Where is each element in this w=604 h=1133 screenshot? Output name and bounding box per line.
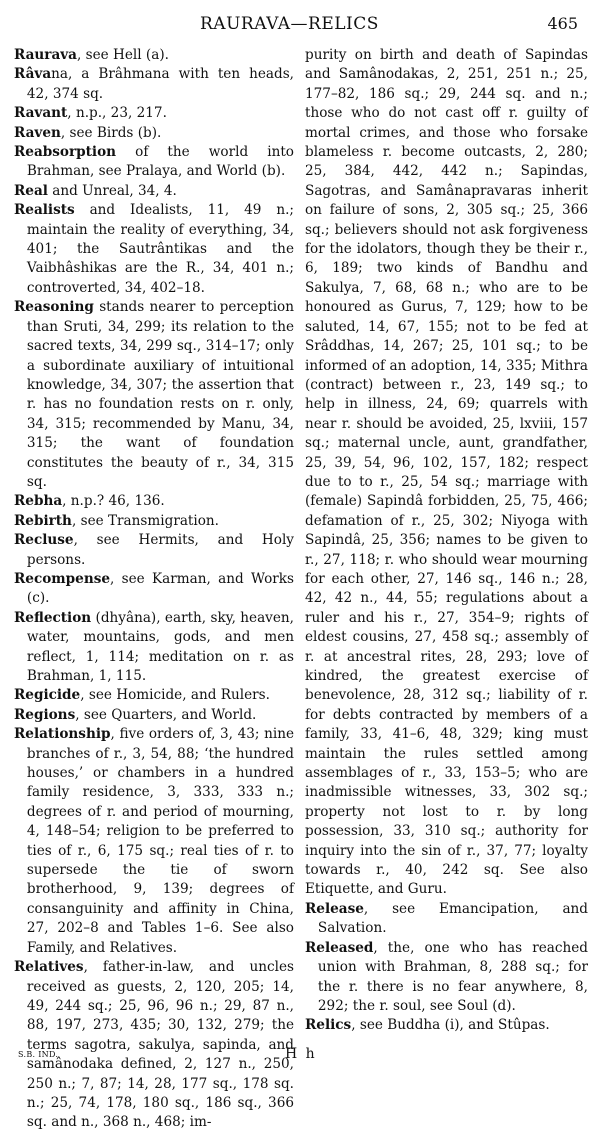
- index-entry: [14, 46, 294, 65]
- entry-text: and Idealists, 11, 49 n.; maintain the reality of everything, 34, 401; the Sautrântikas and the Vaibhâshikas are the R., 34, 401 n.; controverted, 34, 402–18.: [26, 202, 294, 296]
- entry-text: , see Hermits, and Holy persons.: [26, 532, 294, 568]
- index-entry: [14, 492, 294, 511]
- entry-headword: Reasoning: [14, 299, 94, 316]
- entry-text: , see Transmigration.: [71, 512, 219, 529]
- entry-headword: Râva: [14, 66, 52, 83]
- entry-headword: Released: [305, 939, 374, 956]
- entry-text: , see Emancipation, and Salvation.: [317, 900, 588, 937]
- index-entry: [14, 182, 294, 201]
- index-entry: [14, 298, 294, 492]
- entry-text: , see Homicide, and Rulers.: [80, 687, 270, 704]
- entry-headword: Regions: [14, 706, 76, 723]
- index-entry: [14, 104, 294, 123]
- index-entry: [14, 609, 294, 687]
- running-title: RAURAVA—RELICS: [200, 14, 379, 34]
- entry-text: , n.p.? 46, 136.: [62, 493, 165, 510]
- entry-headword: Recompense: [14, 570, 111, 587]
- entry-text: stands nearer to perception than Sruti, 34, 299; its relation to the sacred texts, 34, 299 sq., 314–17; only a subordinate auxiliary of intuitional knowledge, 34, 307; the assertion that r. has no foundation rests on r. only, 34, 315; recommended by Manu, 34, 315; the want of foundation constitutes the beauty of r., 34, 315 sq.: [26, 299, 294, 490]
- entry-text: , see Quarters, and World.: [75, 706, 257, 723]
- entry-text: , father-in-law, and uncles received as guests, 2, 120, 205; 14, 49, 244 sq.; 25, 96, 96 n.; 29, 87 n., 88, 197, 273, 435; 30, 132, 279; the terms sagotra, sakulya, sapinda, and samânodaka defined, 2, 127 n., 250, 250 n.; 7, 87; 14, 28, 177 sq., 178 sq. n.; 25, 74, 178, 180 sq., 186 sq., 366 sq. and n., 368 n., 468; im-: [26, 959, 294, 1131]
- page-number: 465: [547, 14, 578, 33]
- index-entry: [14, 512, 294, 531]
- index-entry: [14, 570, 294, 609]
- index-column-left: [14, 46, 294, 1133]
- entry-headword: Relics: [305, 1017, 352, 1034]
- entry-headword: Real: [14, 182, 48, 199]
- sheet-mark: H h: [285, 1046, 317, 1062]
- entry-text: , see Buddha (i), and Stûpas.: [351, 1017, 550, 1034]
- entry-headword: Reabsorption: [14, 144, 117, 161]
- entry-text: and Unreal, 34, 4.: [47, 182, 177, 199]
- entry-text: , see Hell (a).: [76, 47, 169, 63]
- index-entry: [14, 124, 294, 143]
- index-entry: [14, 706, 294, 725]
- page-header: [0, 14, 604, 36]
- printer-signature: S.B. IND.: [18, 1050, 59, 1059]
- entry-headword: Reflection: [14, 609, 92, 626]
- index-entry: [305, 1016, 588, 1035]
- entry-text: purity on birth and death of Sapindas and Samânodakas, 2, 251, 251 n.; 25, 177–82, 186 sq.; 29, 244 sq. and n.; those who do not cast off r. guilty of mortal crimes, and those who forsake blameless r. become outcasts, 2, 280; 25, 384, 442, 442 n.; Sapindas, Sagotras, and Samânapravaras inherit on failure of sons, 2, 305 sq.; 25, 366 sq.; believers should not ask forgiveness for the idolators, though they be their r., 6, 189; two kinds of Bandhu and Sakulya, 7, 68, 68 n.; who are to be honoured as Gurus, 7, 129; how to be saluted, 14, 67, 155; not to be fed at Srâddhas, 14, 267; 25, 101 sq.; to be informed of an adoption, 14, 335; Mithra (contract) between r., 23, 149 sq.; to help in illness, 24, 69; quarrels with near r. should be avoided, 25, lxviii, 157 sq.; maternal uncle, aunt, grandfather, 25, 39, 54, 96, 102, 157, 182; respect due to to r., 25, 54 sq.; marriage with (female) Sapindâ forbidden, 25, 75, 466; defamation of r., 25, 302; Niyoga with Sapindâ, 25, 356; names to be given to r., 27, 118; r. who should wear mourning for each other, 27, 146 sq., 146 n.; 28, 42, 42 n., 44, 55; regulations about a ruler and his r., 27, 354–9; rights of eldest cousins, 27, 458 sq.; assembly of r. at ancestral rites, 28, 293; love of kindred, the greatest exercise of benevolence, 28, 312 sq.; liability of r. for debts contracted by members of a family, 33, 41–6, 48, 329; king must maintain the rules settled among assemblages of r., 33, 153–5; who are inadmissible witnesses, 33, 302 sq.; property not lost to r. by long possession, 33, 310 sq.; authority for inquiry into the sin of r., 37, 77; loyalty towards r., 40, 242 sq. See also Etiquette, and Guru.: [305, 47, 588, 898]
- entry-text: , five orders of, 3, 43; nine branches of r., 3, 54, 88; ‘the hundred houses,’ or chambers in a hundred family residence, 3, 333, 333 n.; degrees of r. and period of mourning, 4, 148–54; religion to be preferred to ties of r., 6, 175 sq.; real ties of r. to supersede the tie of sworn brotherhood, 9, 139; degrees of consanguinity and affinity in China, 27, 202–8 and Tables 1–6. See also Family, and Relatives.: [26, 726, 294, 956]
- index-entry: [14, 686, 294, 705]
- entry-headword: Regicide: [14, 687, 81, 704]
- index-entry: [305, 900, 588, 939]
- index-entry: [14, 143, 294, 182]
- entry-headword: Rebirth: [14, 512, 72, 529]
- entry-text: (dhyâna), earth, sky, heaven, water, mountains, gods, and men reflect, 1, 114; meditation on r. as Brahman, 1, 115.: [26, 609, 294, 684]
- entry-text: , the, one who has reached union with Brahman, 8, 288 sq.; for the r. there is no fear anywhere, 8, 292; the r. soul, see Soul (d).: [317, 939, 588, 1014]
- entry-headword: Relatives: [14, 959, 84, 976]
- entry-headword: Rebha: [14, 493, 63, 510]
- entry-text: na, a Brâhmana with ten heads, 42, 374 sq.: [26, 66, 294, 102]
- index-entry: [305, 939, 588, 1017]
- index-column-right: [305, 46, 588, 1036]
- entry-headword: Release: [305, 900, 364, 917]
- index-entry: [305, 46, 588, 900]
- index-entry: [14, 725, 294, 958]
- index-entry: [14, 531, 294, 570]
- entry-headword: Raven: [14, 124, 61, 141]
- entry-text: , see Karman, and Works (c).: [26, 570, 294, 607]
- entry-text: of the world into Brahman, see Pralaya, and World (b).: [26, 144, 294, 180]
- page-footer: [0, 1046, 604, 1070]
- entry-text: , see Birds (b).: [60, 124, 162, 141]
- entry-headword: Raurava: [14, 47, 77, 63]
- entry-text: , n.p., 23, 217.: [67, 105, 167, 122]
- entry-headword: Realists: [14, 202, 75, 219]
- entry-headword: Ravant: [14, 105, 68, 122]
- index-entry: [14, 65, 294, 104]
- entry-headword: Relationship: [14, 726, 111, 743]
- entry-headword: Recluse: [14, 532, 74, 549]
- index-entry: [14, 201, 294, 298]
